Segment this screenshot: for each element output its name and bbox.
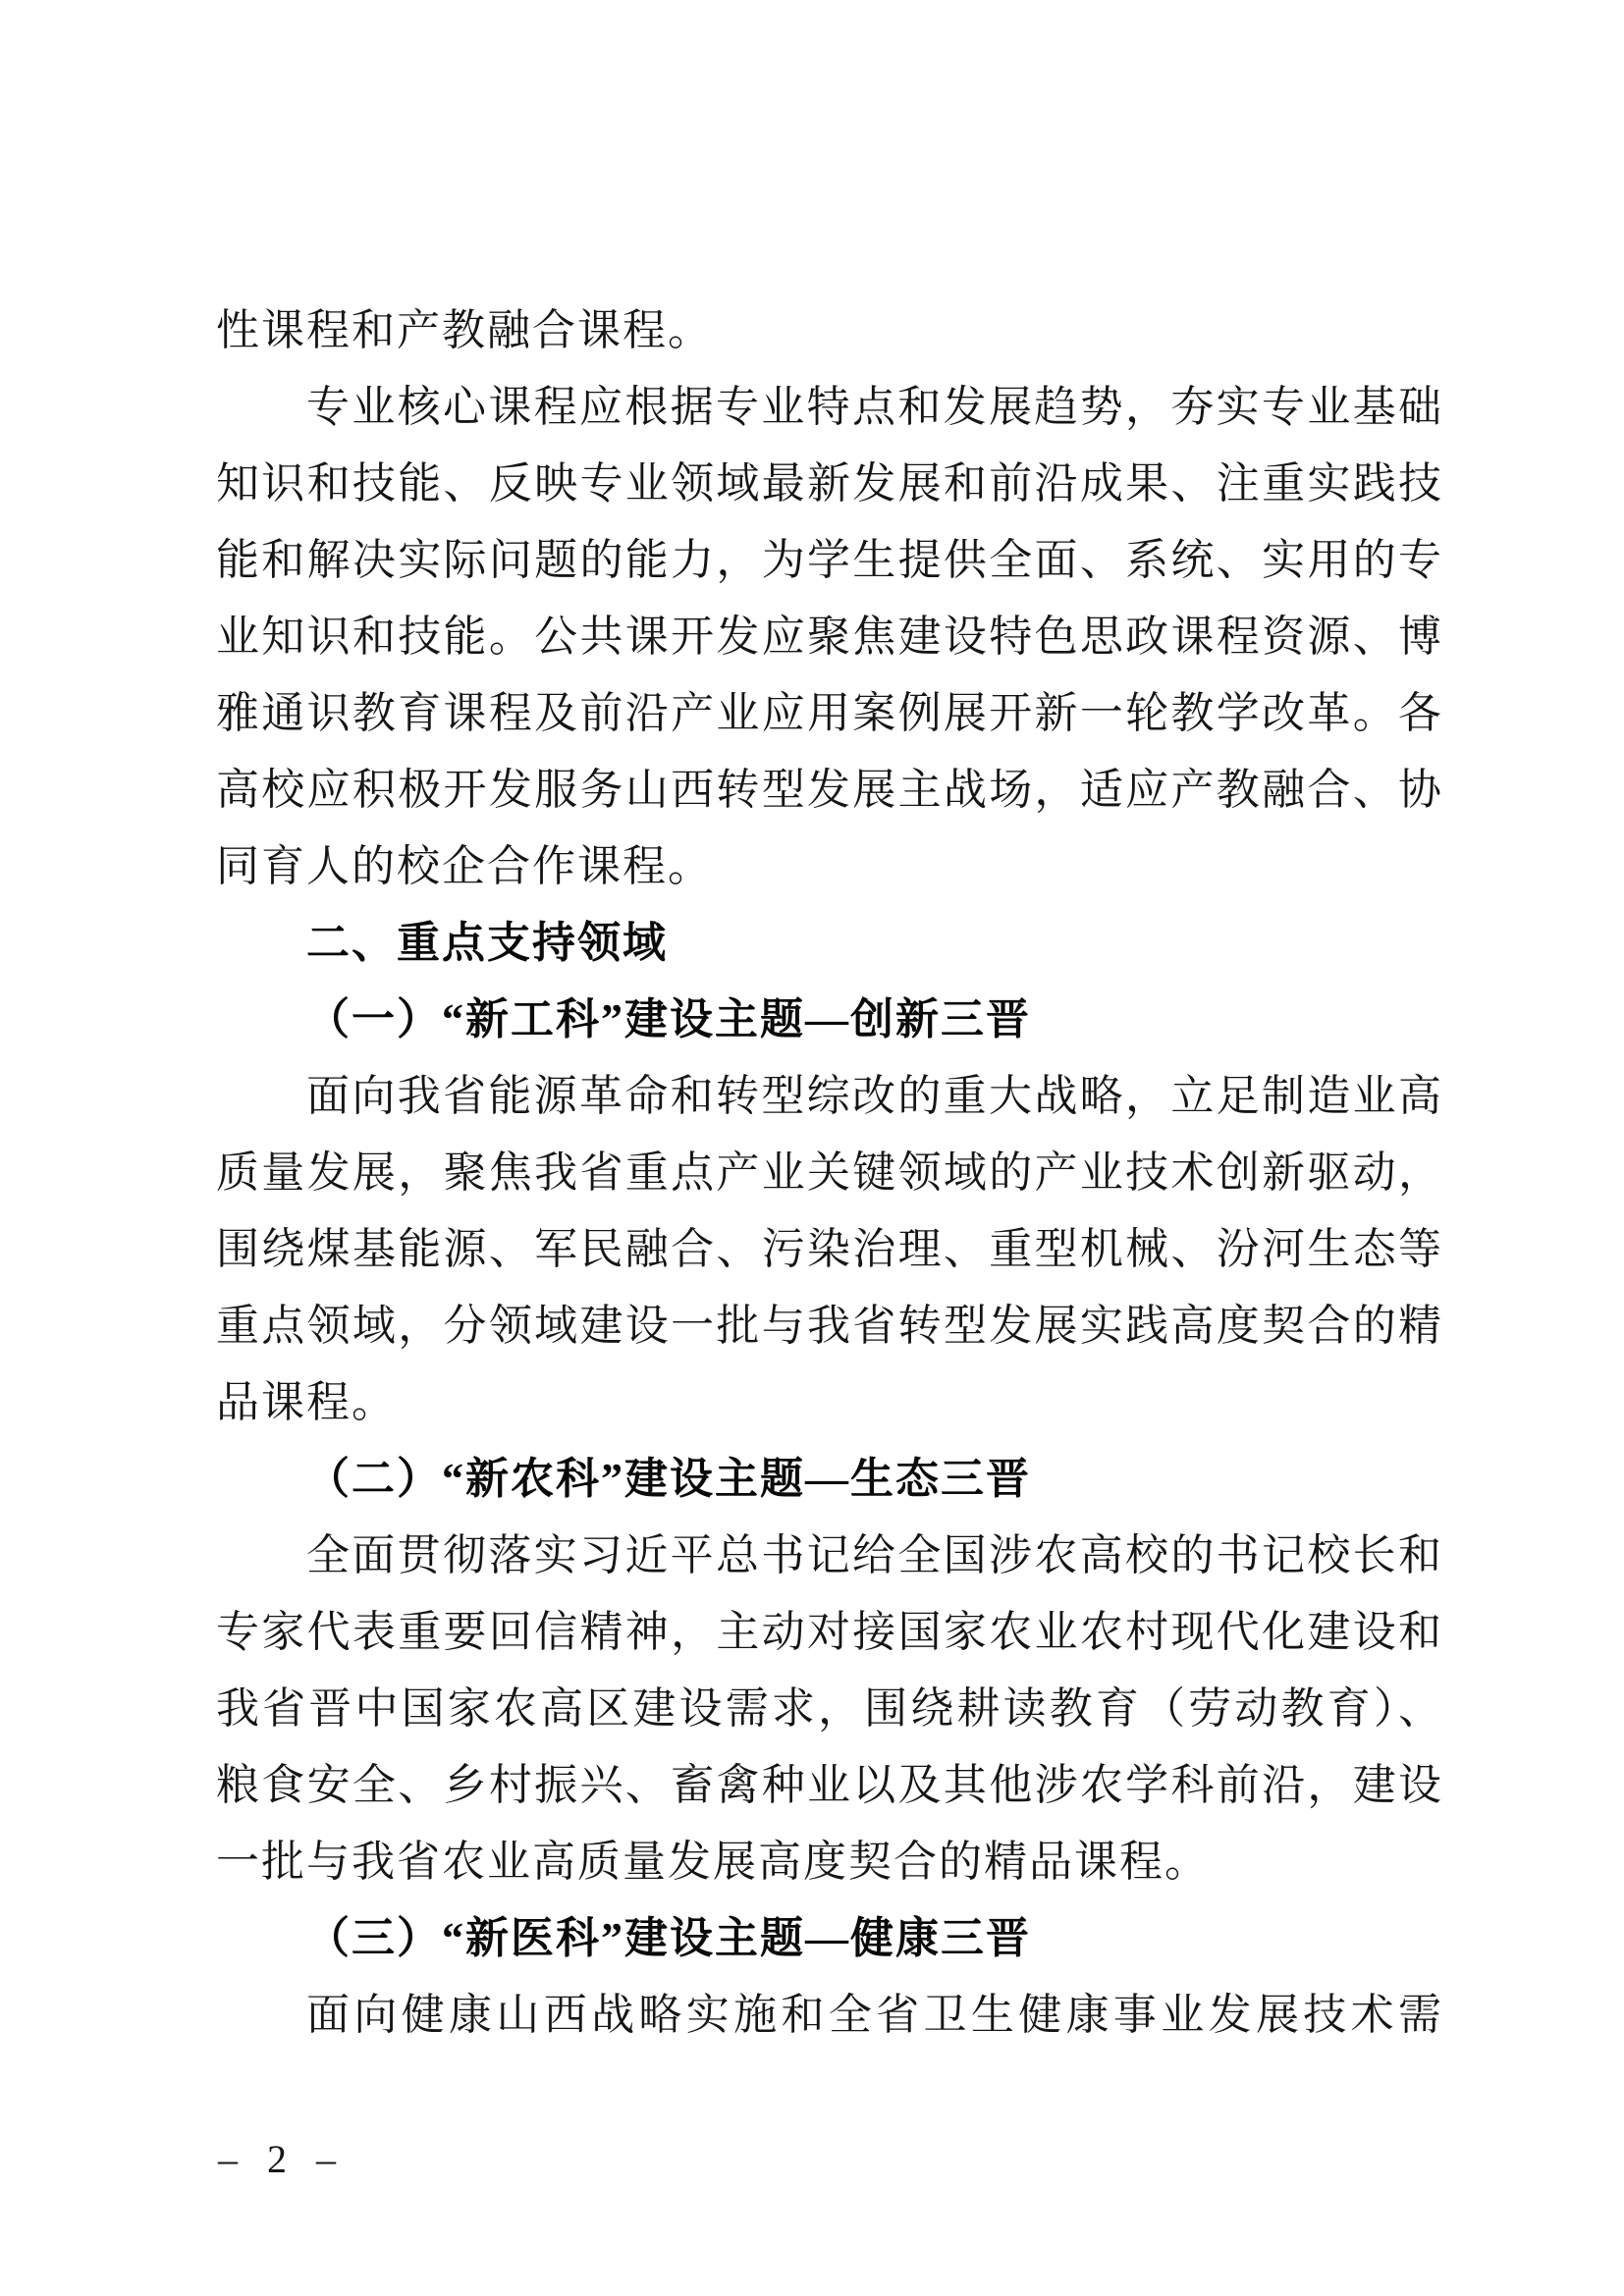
subsection-heading-new-engineering: （一）“新工科”建设主题—创新三晋: [306, 995, 1031, 1043]
document-body: [216, 293, 1443, 2054]
paragraph-new-agriculture: 全面贯彻落实习近平总书记给全国涉农高校的书记校长和专家代表重要回信精神，主动对接国家农业农村现代化建设和我省晋中国家农高区建设需求，围绕耕读教育（劳动教育）、粮食安全、乡村振兴、畜禽种业以及其他涉农学科前沿，建设一批与我省农业高质量发展高度契合的精品课程。: [216, 1531, 1443, 1886]
paragraph-core-courses: 专业核心课程应根据专业特点和发展趋势，夯实专业基础知识和技能、反映专业领域最新发展和前沿成果、注重实践技能和解决实际问题的能力，为学生提供全面、系统、实用的专业知识和技能。公共课开发应聚焦建设特色思政课程资源、博雅通识教育课程及前沿产业应用案例展开新一轮教学改革。各高校应积极开发服务山西转型发展主战场，适应产教融合、协同育人的校企合作课程。: [216, 383, 1443, 890]
paragraph-continuation: 性课程和产教融合课程。: [216, 306, 713, 354]
section-heading-key-support-areas: 二、重点支持领域: [306, 919, 668, 967]
subsection-heading-new-medicine: （三）“新医科”建设主题—健康三晋: [306, 1914, 1031, 1962]
page-number: – 2 –: [218, 2137, 346, 2181]
paragraph-new-engineering: 面向我省能源革命和转型综改的重大战略，立足制造业高质量发展，聚焦我省重点产业关键领域的产业技术创新驱动，围绕煤基能源、军民融合、污染治理、重型机械、汾河生态等重点领域，分领域建设一批与我省转型发展实践高度契合的精品课程。: [216, 1072, 1443, 1426]
subsection-heading-new-agriculture: （二）“新农科”建设主题—生态三晋: [306, 1455, 1031, 1503]
paragraph-new-medicine: 面向健康山西战略实施和全省卫生健康事业发展技术需: [306, 1991, 1443, 2039]
